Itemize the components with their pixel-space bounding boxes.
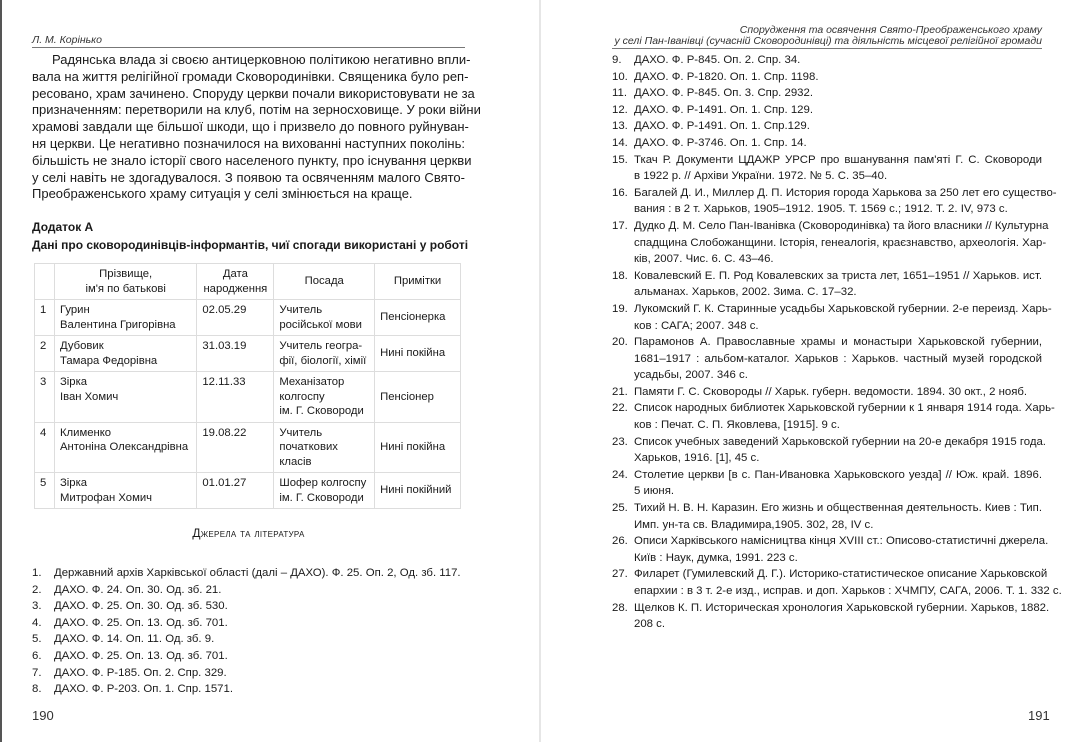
book-edge	[0, 0, 2, 742]
reference-item	[612, 566, 1062, 599]
running-head-left: Л. М. Корінько	[32, 34, 102, 46]
reference-item	[32, 665, 465, 682]
reference-line: ДАХО. Ф. 24. Оп. 30. Од. зб. 21.	[54, 583, 222, 596]
reference-item	[612, 600, 1050, 633]
reference-item	[612, 218, 1049, 268]
row-number: 1	[35, 300, 55, 336]
reference-item	[32, 631, 465, 648]
reference-number: 17.	[612, 219, 628, 232]
running-head-line: у селі Пан-Іванівці (сучасній Сковородинівці) та діяльність місцевої релігійної громади	[614, 35, 1042, 47]
reference-item	[612, 334, 1042, 384]
reference-list-left	[32, 565, 465, 698]
reference-item	[612, 185, 1057, 218]
reference-line: Лукомский Г. К. Старинные усадьбы Харьковской губернии. 2-е переизд. Харь-	[634, 302, 1052, 315]
reference-line: спадщина Слобожанщини. Історія, генеалогія, краєзнавство, археологія. Хар-	[634, 236, 1047, 249]
birthdate-cell: 12.11.33	[197, 372, 274, 423]
reference-line: Филарет (Гумилевский Д. Г.). Историко-статистическое описание Харьковской	[634, 568, 1048, 581]
reference-line: Памяти Г. С. Сковороды // Харьк. губерн. ведомости. 1894. 30 окт., 2 нояб.	[634, 385, 1028, 398]
table-header-cell: Дата народження	[197, 264, 274, 300]
reference-line: ДАХО. Ф. 25. Оп. 13. Од. зб. 701.	[54, 616, 228, 629]
reference-item	[612, 152, 1042, 185]
birthdate-cell: 02.05.29	[197, 300, 274, 336]
header-rule-right	[612, 48, 1042, 49]
position-cell: Учитель російської мови	[274, 300, 375, 336]
position-cell: Механізатор колгоспу ім. Г. Сковороди	[274, 372, 375, 423]
reference-line: ДАХО. Ф. 25. Оп. 13. Од. зб. 701.	[54, 649, 228, 662]
name-cell: Дубовик Тамара Федорівна	[54, 336, 196, 372]
reference-item	[612, 52, 1042, 69]
paragraph-line: більшість не знало історії свого населеного пункту, про існування церкви	[32, 152, 472, 168]
reference-line: ДАХО. Ф. Р-1491. Оп. 1. Спр. 129.	[634, 103, 814, 116]
reference-item	[32, 582, 465, 599]
table-header-cell: Примітки	[375, 264, 461, 300]
reference-number: 22.	[612, 402, 628, 415]
reference-line: Ткач Р. Документи ЦДАЖР УРСР про вшанування пам'яті Г. С. Сковороди	[634, 153, 1042, 166]
reference-item	[32, 565, 465, 582]
reference-number: 1.	[32, 567, 42, 579]
reference-item	[612, 85, 1042, 102]
reference-line: ков : Печат. С. П. Яковлева, [1915]. 9 с.	[634, 419, 840, 432]
reference-line: 1681–1917 : альбом-каталог. Харьков : Харьков. частный музей городской	[634, 352, 1042, 365]
reference-line: 208 с.	[634, 618, 666, 631]
reference-number: 27.	[612, 568, 628, 581]
reference-line: Київ : Наук, думка, 1991. 223 с.	[634, 551, 798, 564]
paragraph-line: у селі навіть не здогадувалося. З появою та освяченням малого Свято-	[32, 169, 465, 185]
reference-line: Багалей Д. И., Миллер Д. П. История города Харькова за 250 лет его существо-	[634, 186, 1057, 199]
reference-line: вания : в 2 т. Харьков, 1905–1912. 1905. Т. 1569 с.; 1912. Т. 2. IV, 973 с.	[634, 203, 1008, 216]
reference-line: ДАХО. Ф. Р-203. Оп. 1. Спр. 1571.	[54, 683, 234, 696]
reference-line: ДАХО. Ф. 25. Оп. 30. Од. зб. 530.	[54, 600, 228, 613]
reference-item	[612, 500, 1042, 533]
notes-cell: Нині покійна	[375, 336, 461, 372]
reference-line: Описи Харківського намісництва кінця XVIII ст.: Описово-статистичні джерела.	[634, 535, 1049, 548]
reference-number: 25.	[612, 502, 628, 515]
table-header-cell: Прізвище, ім'я по батькові	[54, 264, 196, 300]
notes-cell: Нині покійна	[375, 422, 461, 473]
reference-line: Столетие церкви [в с. Пан-Ивановка Харьковского уезда] // Юж. край. 1896.	[634, 468, 1042, 481]
reference-line: альманах. Харьков, 2002. Зима. С. 17–32.	[634, 286, 857, 299]
reference-line: в 1922 р. // Архіви України. 1972. № 5. С. 35–40.	[634, 170, 888, 183]
reference-number: 14.	[612, 136, 628, 149]
reference-line: Щелков К. П. Историческая хронология Харьковской губернии. Харьков, 1882.	[634, 601, 1050, 614]
reference-number: 18.	[612, 269, 628, 282]
reference-line: ДАХО. Ф. Р-3746. Оп. 1. Спр. 14.	[634, 136, 807, 149]
reference-item	[612, 118, 1042, 135]
reference-line: ків, 2007. Чис. 6. С. 43–46.	[634, 253, 774, 266]
reference-item	[612, 434, 1046, 467]
paragraph-line: ресовано, храм зачинено. Споруду церкви почали використовувати не за	[32, 85, 475, 101]
informants-table	[34, 263, 461, 509]
reference-item	[612, 467, 1042, 500]
table-header-cell	[35, 264, 55, 300]
table-header-row	[35, 264, 461, 300]
reference-number: 9.	[612, 54, 622, 66]
reference-line: Державний архів Харківської області (далі – ДАХО). Ф. 25. Оп. 2, Од. зб. 117.	[54, 567, 461, 579]
page-number-right: 191	[1028, 708, 1050, 723]
notes-cell: Пенсіонер	[375, 372, 461, 423]
reference-number: 11.	[612, 87, 627, 100]
row-number: 2	[35, 336, 55, 372]
position-cell: Шофер колгоспу ім. Г. Сковороди	[274, 473, 375, 509]
birthdate-cell: 01.01.27	[197, 473, 274, 509]
row-number: 4	[35, 422, 55, 473]
reference-line: Список учебных заведений Харьковской губернии на 20-е декабря 1915 года.	[634, 435, 1046, 448]
table-row	[35, 422, 461, 473]
paragraph-line: Преображенського храму ситуація у селі змінюється на краще.	[32, 186, 413, 202]
name-cell: Клименко Антоніна Олександрівна	[54, 422, 196, 473]
notes-cell: Пенсіонерка	[375, 300, 461, 336]
reference-number: 21.	[612, 385, 628, 398]
reference-item	[612, 384, 1042, 401]
table-row	[35, 336, 461, 372]
name-cell: Зірка Митрофан Хомич	[54, 473, 196, 509]
reference-number: 8.	[32, 683, 42, 696]
paragraph-line: Радянська влада зі своєю антицерковною політикою негативно впли-	[52, 52, 471, 67]
reference-number: 16.	[612, 186, 628, 199]
position-cell: Учитель початкових класів	[274, 422, 375, 473]
reference-item	[32, 615, 465, 632]
notes-cell: Нині покійний	[375, 473, 461, 509]
table-header-cell: Посада	[274, 264, 375, 300]
reference-item	[612, 135, 1042, 152]
reference-item	[612, 533, 1049, 566]
reference-number: 13.	[612, 120, 628, 133]
reference-number: 6.	[32, 649, 42, 662]
reference-number: 4.	[32, 616, 42, 629]
appendix-subtitle: Дані про сковородинівців-інформантів, чиї спогади використані у роботі	[32, 238, 469, 252]
table-row	[35, 473, 461, 509]
reference-line: Ковалевский Е. П. Род Ковалевских за триста лет, 1651–1951 // Харьков. ист.	[634, 269, 1042, 282]
reference-number: 7.	[32, 666, 42, 679]
reference-item	[32, 681, 465, 698]
reference-number: 12.	[612, 103, 628, 116]
position-cell: Учитель геогра- фії, біології, хімії	[274, 336, 375, 372]
reference-number: 15.	[612, 153, 628, 166]
page-number-left: 190	[32, 708, 54, 723]
table-row	[35, 300, 461, 336]
reference-line: 5 июня.	[634, 485, 675, 498]
reference-line: ДАХО. Ф. 14. Оп. 11. Од. зб. 9.	[54, 633, 215, 646]
running-head-right	[615, 25, 1043, 47]
paragraph-line: призначенням: перетворили на клуб, потім на зерносховище. У роки війни	[32, 102, 481, 118]
running-head-line: Спорудження та освячення Свято-Преображенського храму	[739, 24, 1042, 36]
reference-number: 20.	[612, 336, 628, 349]
row-number: 5	[35, 473, 55, 509]
reference-item	[612, 69, 1042, 86]
reference-number: 26.	[612, 535, 628, 548]
reference-item	[612, 400, 1055, 433]
paragraph-line: храмові завдали ще більшої шкоди, що і призвело до повного руйнуван-	[32, 119, 469, 135]
reference-line: ков : САГА; 2007. 348 с.	[634, 319, 759, 332]
reference-item	[32, 648, 465, 665]
reference-number: 10.	[612, 70, 628, 83]
reference-line: Список народных библиотек Харьковской губернии к 1 января 1914 года. Харь-	[634, 402, 1055, 415]
reference-list-right	[612, 52, 1062, 633]
birthdate-cell: 31.03.19	[197, 336, 274, 372]
reference-line: ДАХО. Ф. Р-845. Оп. 2. Спр. 34.	[634, 54, 801, 66]
reference-item	[32, 598, 465, 615]
reference-item	[612, 301, 1052, 334]
reference-line: епархии : в 3 т. 2-е изд., исправ. и доп. Харьков : ХЧМПУ, САГА, 2006. Т. 1. 332 с.	[634, 585, 1062, 597]
reference-line: ДАХО. Ф. Р-845. Оп. 3. Спр. 2932.	[634, 87, 814, 100]
reference-line: Имп. ун-та св. Владимира,1905. 302, 28, IV с.	[634, 518, 874, 531]
reference-item	[612, 268, 1042, 301]
reference-line: Парамонов А. Православные храмы и монастыри Харьковской губернии,	[634, 336, 1042, 349]
reference-line: усадьбы, 2007. 346 с.	[634, 369, 748, 382]
reference-line: Дудко Д. М. Село Пан-Іванівка (Сковородинівка) та його власники // Культурна	[634, 219, 1049, 232]
name-cell: Зірка Іван Хомич	[54, 372, 196, 423]
reference-line: Харьков, 1916. [1], 45 с.	[634, 452, 760, 465]
reference-number: 3.	[32, 600, 42, 613]
page-gutter	[539, 0, 541, 742]
reference-number: 5.	[32, 633, 42, 646]
row-number: 3	[35, 372, 55, 423]
reference-number: 23.	[612, 435, 628, 448]
name-cell: Гурин Валентина Григорівна	[54, 300, 196, 336]
reference-line: ДАХО. Ф. Р-185. Оп. 2. Спр. 329.	[54, 666, 227, 679]
reference-number: 2.	[32, 583, 42, 596]
header-rule-left	[32, 47, 465, 48]
table-row	[35, 372, 461, 423]
reference-line: ДАХО. Ф. Р-1491. Оп. 1. Спр.129.	[634, 120, 810, 133]
reference-number: 24.	[612, 468, 628, 481]
reference-number: 19.	[612, 302, 628, 315]
paragraph-line: ня церкви. Це негативно позначилося на вихованні наступних поколінь:	[32, 135, 465, 151]
reference-number: 28.	[612, 601, 628, 614]
reference-line: ДАХО. Ф. Р-1820. Оп. 1. Спр. 1198.	[634, 70, 819, 83]
sources-heading: Джерела та література	[192, 526, 305, 540]
appendix-title: Додаток А	[32, 220, 94, 234]
body-paragraph	[32, 52, 481, 203]
paragraph-line: вала на життя релігійної громади Сковородинівки. Священика було реп-	[32, 68, 469, 84]
reference-line: Тихий Н. В. Н. Каразин. Его жизнь и общественная деятельность. Киев : Тип.	[634, 502, 1042, 515]
reference-item	[612, 102, 1042, 119]
birthdate-cell: 19.08.22	[197, 422, 274, 473]
